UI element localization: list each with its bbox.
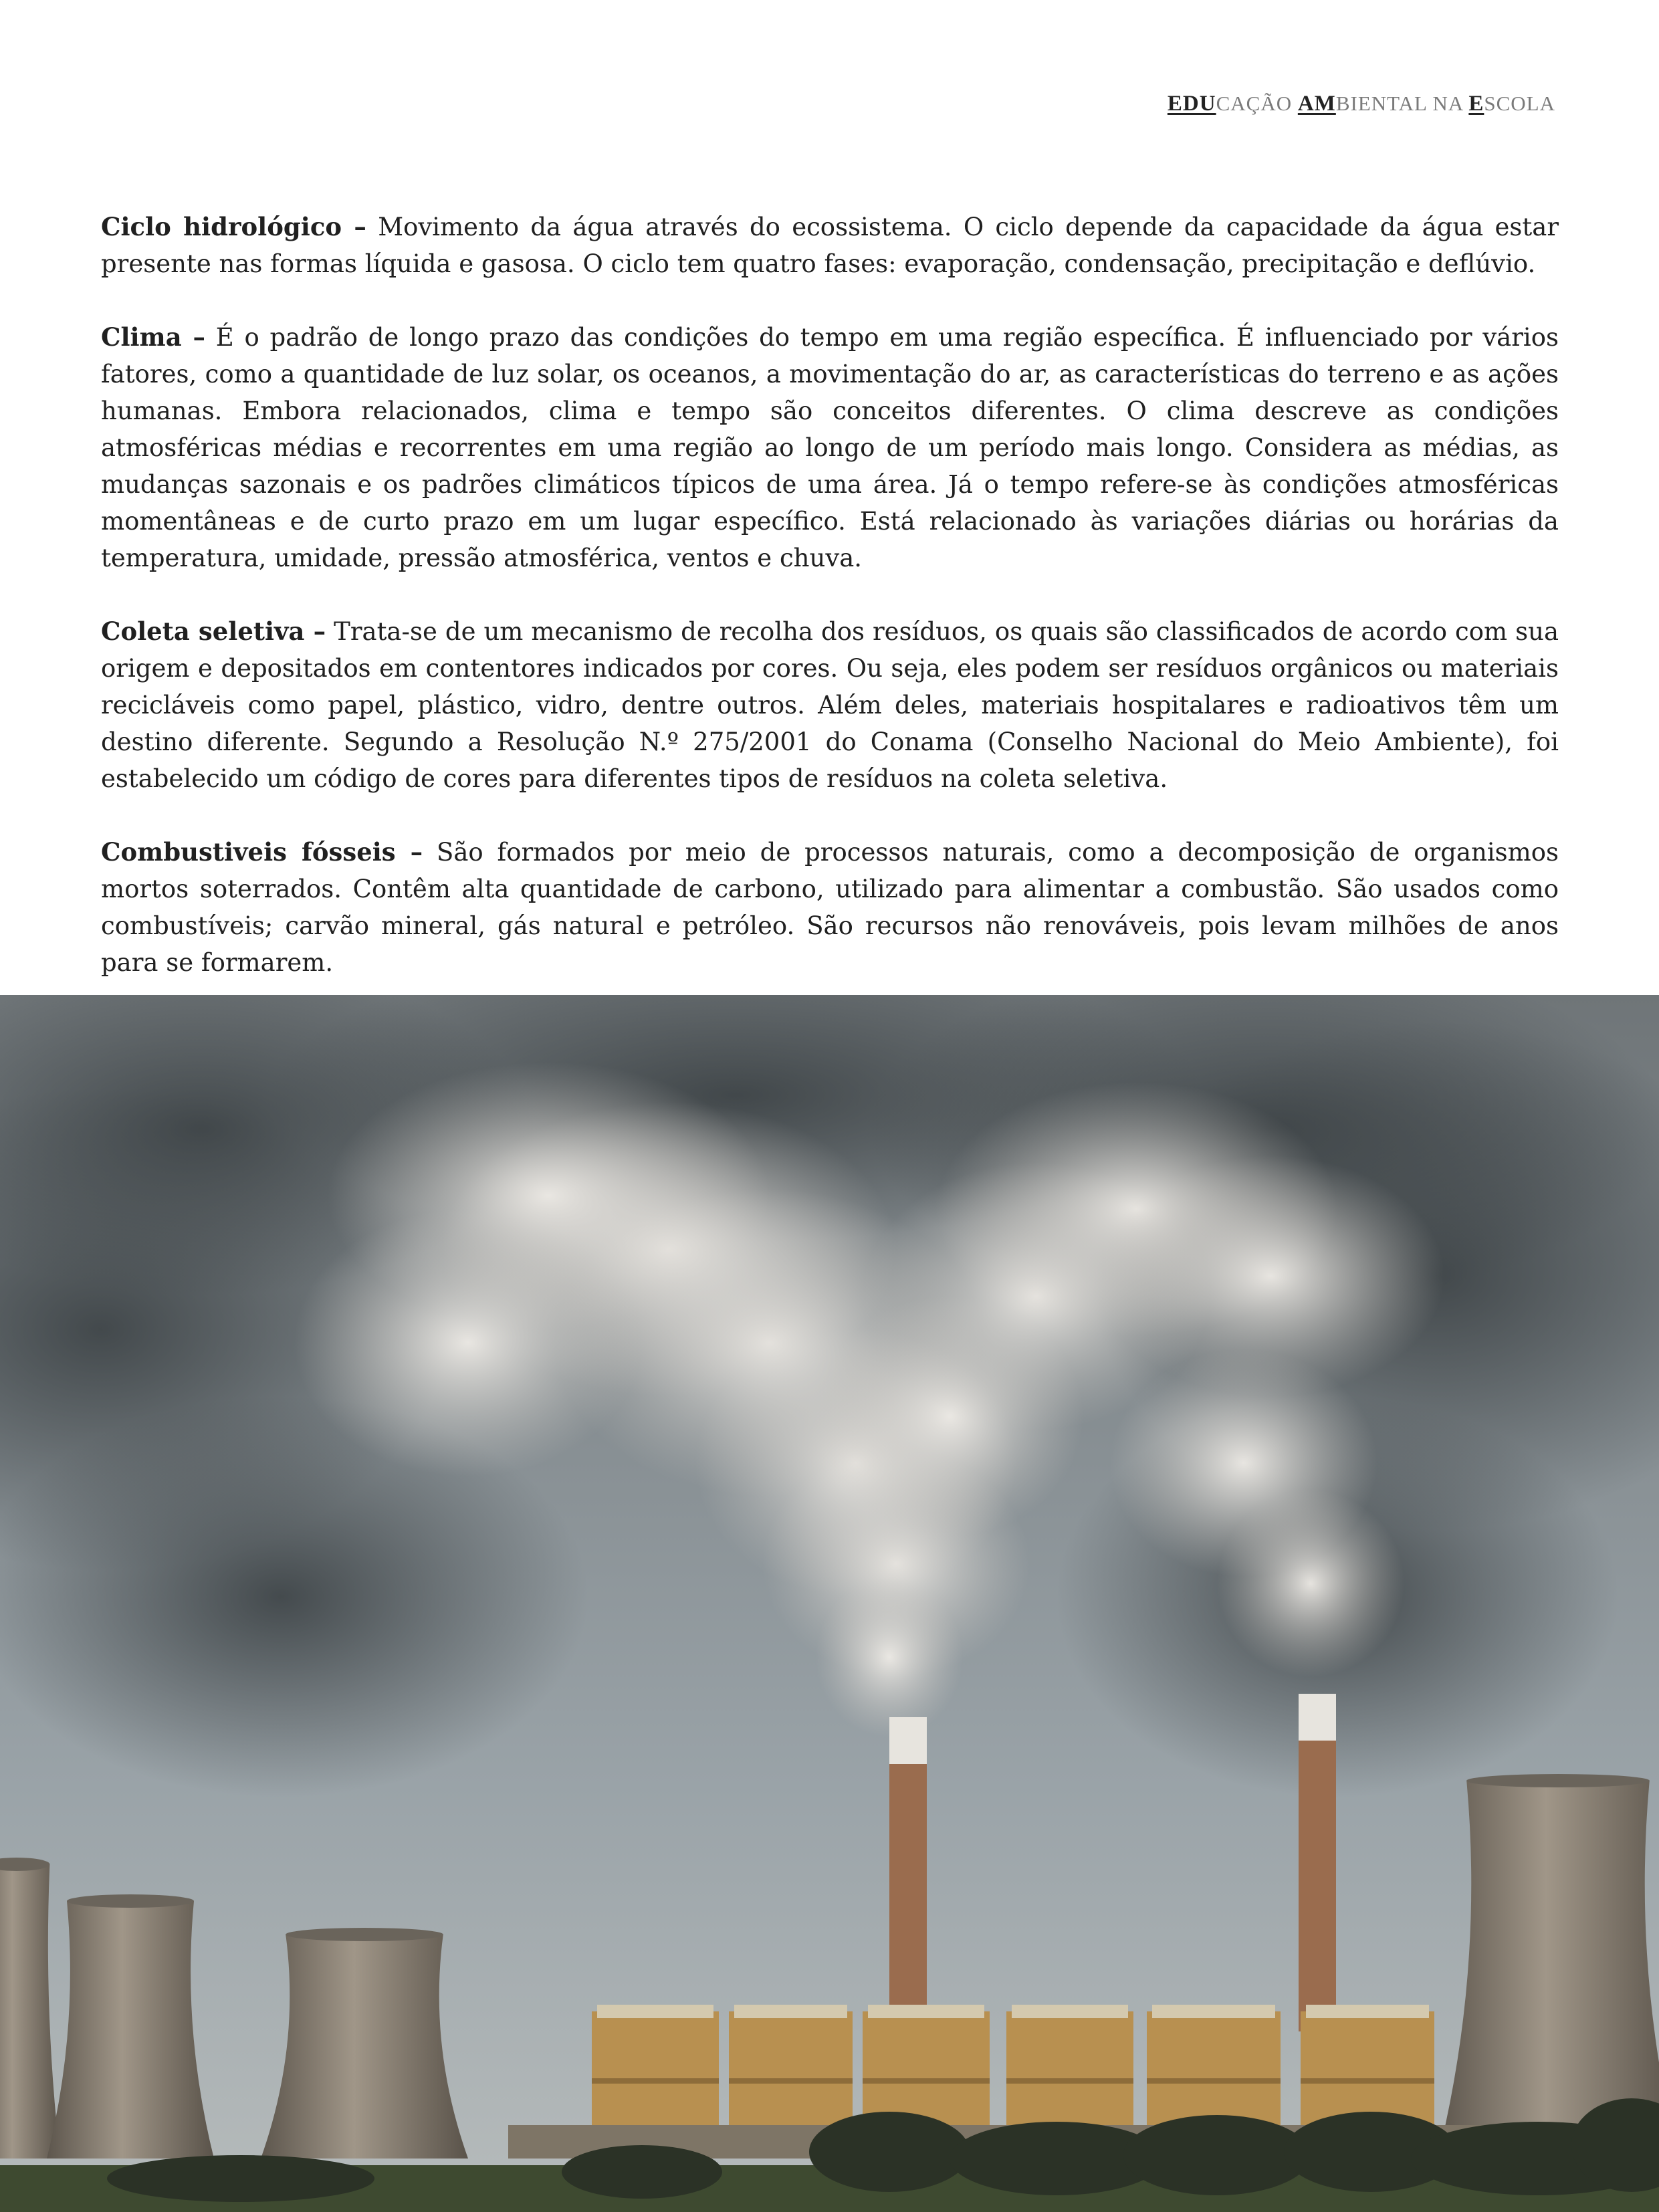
glossary-entry-coleta-seletiva (101, 613, 1559, 797)
glossary-definition: É o padrão de longo prazo das condições do tempo em uma região específica. É influenciado por vários fatores, como a quantidade de luz solar, os oceanos, a movimentação do ar, as características do terreno e as ações humanas. Embora relacionados, clima e tempo são conceitos diferentes. O clima descreve as condições atmosféricas médias e recorrentes em uma região ao longo de um período mais longo. Considera as médias, as mudanças sazonais e os padrões climáticos típicos de uma área. Já o tempo refere-se às condições atmosféricas momentâneas e de curto prazo em um lugar específico. Está relacionado às variações diárias ou horárias da temperatura, umidade, pressão atmosférica, ventos e chuva. (101, 323, 1559, 572)
glossary-term: Combustiveis fósseis – (101, 837, 423, 867)
glossary-definition: Movimento da água através do ecossistema. O ciclo depende da capacidade da água estar presente nas formas líquida e gasosa. O ciclo tem quatro fases: evaporação, condensação, precipitação e deflúvio. (101, 213, 1559, 278)
running-header-part: CAÇÃO (1216, 92, 1298, 115)
glossary (101, 209, 1559, 1018)
glossary-definition: São formados por meio de processos naturais, como a decomposição de organismos mortos soterrados. Contêm alta quantidade de carbono, utilizado para alimentar a combustão. São usados como combustíveis; carvão mineral, gás natural e petróleo. São recursos não renováveis, pois levam milhões de anos para se formarem. (101, 838, 1559, 977)
running-header-part: E (1468, 92, 1484, 116)
glossary-entry-ciclo-hidrologico (101, 209, 1559, 282)
glossary-term: Ciclo hidrológico – (101, 212, 366, 241)
glossary-entry-combustiveis-fosseis (101, 834, 1559, 981)
glossary-term: Clima – (101, 322, 206, 352)
running-header (1168, 92, 1555, 116)
power-plant-photo (0, 995, 1659, 2212)
glossary-term: Coleta seletiva – (101, 617, 326, 646)
running-header-part: BIENTAL NA (1335, 92, 1469, 115)
glossary-definition: Trata-se de um mecanismo de recolha dos resíduos, os quais são classificados de acordo com sua origem e depositados em contentores indicados por cores. Ou seja, eles podem ser resíduos orgânicos ou materiais recicláveis como papel, plástico, vidro, dentre outros. Além deles, materiais hospitalares e radioativos têm um destino diferente. Segundo a Resolução N.º 275/2001 do Conama (Conselho Nacional do Meio Ambiente), foi estabelecido um código de cores para diferentes tipos de resíduos na coleta seletiva. (101, 617, 1559, 793)
running-header-part: SCOLA (1484, 92, 1555, 115)
running-header-part: EDU (1167, 92, 1216, 116)
power-plant-illustration (0, 995, 1659, 2212)
running-header-part: AM (1297, 92, 1336, 116)
glossary-entry-clima (101, 319, 1559, 576)
